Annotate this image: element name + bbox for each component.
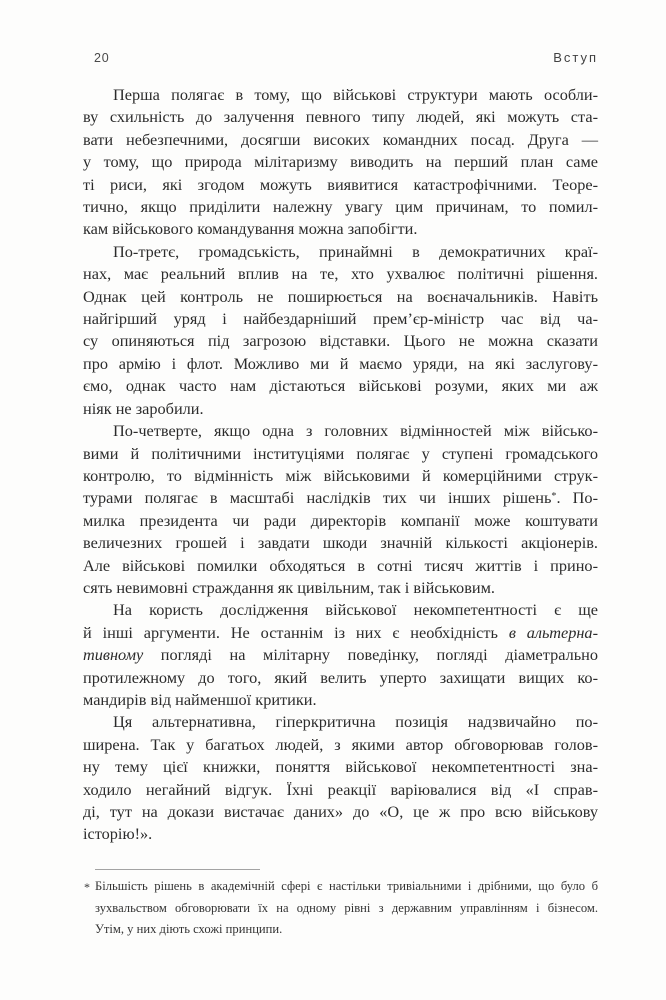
text-line: ніяк не заробили. xyxy=(83,398,204,418)
text-line: На користь дослідження військової некомпетентності є ще xyxy=(113,600,598,620)
text-line: нах, має реальний вплив на те, хто ухвалює політичні рішення. xyxy=(83,264,598,284)
text-line: ходило негайний відгук. Їхні реакції варіювалися від «І справ- xyxy=(83,779,598,799)
text-line: ді, тут на докази вистачає даних» до «О, це ж про всю військову xyxy=(83,802,598,821)
running-head-chapter-title: Вступ xyxy=(553,50,598,65)
text-line: протилежному до того, який велить уперто захищати вищих ко- xyxy=(83,667,598,687)
text-line: Утім, у них діють схожі принципи. xyxy=(95,922,283,936)
text-line: кам військового командування можна запобігти. xyxy=(83,219,418,239)
text-line: ву схильність до залучення певного типу людей, які можуть ста- xyxy=(83,107,598,127)
text-line: контролю, то відмінність між військовими й комерційними струк- xyxy=(83,465,598,485)
text-line: у тому, що природа мілітаризму виводить на перший план саме xyxy=(83,152,598,172)
paragraph xyxy=(83,599,598,711)
text-line: вати небезпечними, досягши високих командних посад. Друга — xyxy=(83,129,598,149)
text-line: су опиняються під загрозою відставки. Цього не можна сказати xyxy=(83,331,598,351)
paragraph xyxy=(83,420,598,599)
paragraph xyxy=(83,241,598,420)
text-line: По-третє, громадськість, принаймні в демократичних краї- xyxy=(113,241,598,261)
text-line: величезних грошей і завдати шкоди значній кількості акціонерів. xyxy=(83,533,598,553)
text-line: зухвальством обговорювати їх на одному рівні з державним управлінням і бізнесом. xyxy=(95,900,598,915)
page-number: 20 xyxy=(94,51,110,65)
text-line: милка президента чи ради директорів компанії може коштувати xyxy=(83,510,598,530)
text-line: По-четверте, якщо одна з головних відмінностей між військо- xyxy=(113,421,598,441)
text-line: Але військові помилки обходяться в сотні тисяч життів і прино- xyxy=(83,555,598,575)
text-line: вими й політичними інституціями полягає у ступені громадського xyxy=(83,443,598,463)
footnote xyxy=(83,876,598,941)
text-line: про армію і флот. Можливо ми й маємо уряди, на які заслугову- xyxy=(83,353,598,373)
text-line: тивному погляді на мілітарну поведінку, погляді діаметрально xyxy=(83,645,598,665)
text-line: Більшість рішень в академічній сфері є настільки тривіальними і дрібними, що було б xyxy=(95,879,598,893)
text-line: ну тему цієї книжки, поняття військової некомпетентності зна- xyxy=(83,757,598,777)
paragraph xyxy=(83,711,598,845)
paragraph xyxy=(83,84,598,241)
text-line: найгірший уряд і найбездарніший прем’єр-міністр час від ча- xyxy=(83,309,598,329)
text-line: Ця альтернативна, гіперкритична позиція надзвичайно по- xyxy=(113,712,598,732)
text-line: тично, якщо приділити належну увагу цим причинам, то помил- xyxy=(83,197,598,217)
text-line: й інші аргументи. Не останнім із них є необхідність в альтерна- xyxy=(83,622,598,642)
text-line: історію!». xyxy=(83,824,153,844)
footnote-marker: * xyxy=(84,880,90,894)
text-line: мандирів від найменшої критики. xyxy=(83,689,317,709)
footnote-text xyxy=(95,876,598,941)
footnote-divider xyxy=(95,869,260,870)
text-line: ємо, однак часто нам дістаються військові розуми, яких ми аж xyxy=(83,376,598,396)
text-line: ті риси, які згодом можуть виявитися катастрофічними. Теоре- xyxy=(83,174,598,194)
text-line: сять невимовні страждання як цивільним, так і військовим. xyxy=(83,577,495,597)
text-line: Однак цей контроль не поширюється на воєначальників. Навіть xyxy=(83,286,598,306)
page-header xyxy=(83,50,598,65)
text-line: Перша полягає в тому, що військові структури мають особли- xyxy=(113,85,598,104)
text-line: турами полягає в масштабі наслідків тих чи інших рішень*. По- xyxy=(83,488,598,508)
text-line: ширена. Так у багатьох людей, з якими автор обговорював голов- xyxy=(83,734,598,754)
body-text xyxy=(83,84,598,846)
paragraph xyxy=(95,876,598,941)
